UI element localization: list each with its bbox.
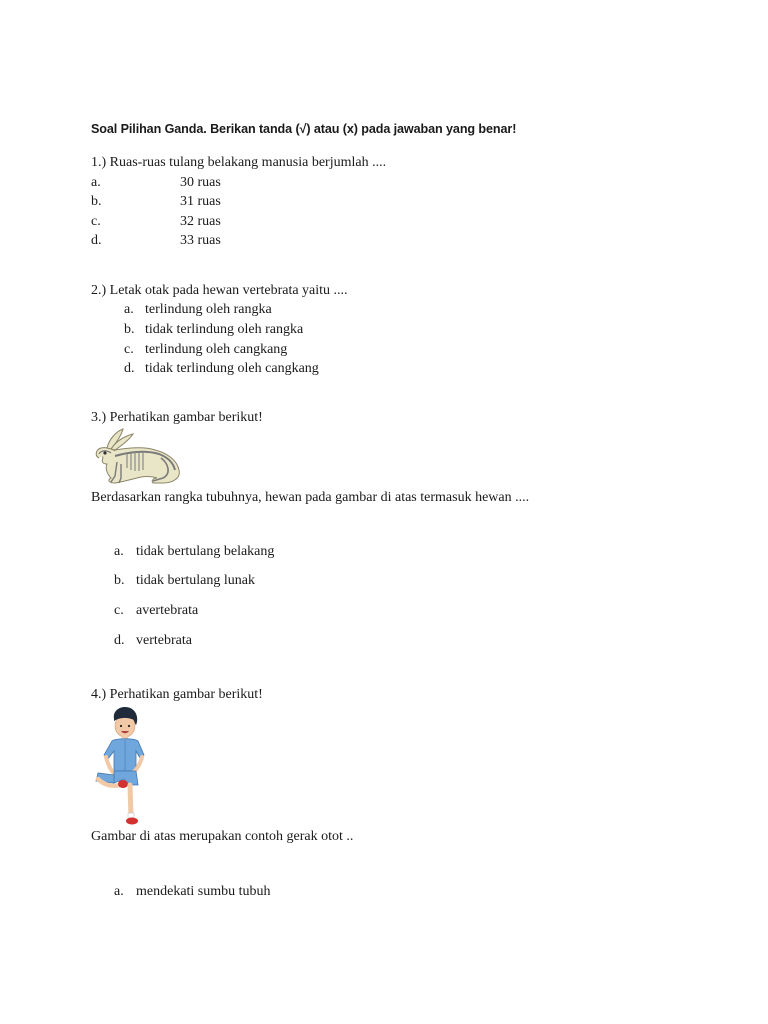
q2-option-c-text: terlindung oleh cangkang — [145, 342, 288, 357]
question-3-stem: Berdasarkan rangka tubuhnya, hewan pada gambar di atas termasuk hewan .... — [91, 490, 530, 505]
q3-option-a-letter: a. — [114, 544, 124, 559]
q2-option-b-text: tidak terlindung oleh rangka — [145, 322, 304, 337]
question-2-prompt: 2.) Letak otak pada hewan vertebrata yaitu .... — [91, 283, 348, 298]
q3-option-d-text: vertebrata — [136, 633, 192, 648]
q2-option-a-letter: a. — [124, 302, 134, 317]
q3-option-d-letter: d. — [114, 633, 125, 648]
q2-option-d-text: tidak terlindung oleh cangkang — [145, 361, 319, 376]
q3-option-b-letter: b. — [114, 573, 125, 588]
q1-option-b-text: 31 ruas — [180, 194, 221, 209]
q1-option-c-letter: c. — [91, 214, 101, 229]
question-3-prompt: 3.) Perhatikan gambar berikut! — [91, 410, 263, 425]
rabbit-skeleton-illustration — [93, 428, 185, 486]
question-4-stem: Gambar di atas merupakan contoh gerak otot .. — [91, 829, 354, 844]
q3-option-c-text: avertebrata — [136, 603, 199, 618]
q3-option-c-letter: c. — [114, 603, 124, 618]
q1-option-a-letter: a. — [91, 175, 101, 190]
q3-option-b-text: tidak bertulang lunak — [136, 573, 255, 588]
question-1-prompt: 1.) Ruas-ruas tulang belakang manusia berjumlah .... — [91, 155, 387, 170]
q3-option-a-text: tidak bertulang belakang — [136, 544, 275, 559]
q1-option-b-letter: b. — [91, 194, 102, 209]
q2-option-c-letter: c. — [124, 342, 134, 357]
q1-option-c-text: 32 ruas — [180, 214, 221, 229]
q1-option-d-letter: d. — [91, 233, 102, 248]
q4-option-a-text: mendekati sumbu tubuh — [136, 884, 271, 899]
page-heading: Soal Pilihan Ganda. Berikan tanda (√) atau (x) pada jawaban yang benar! — [91, 122, 517, 136]
q2-option-d-letter: d. — [124, 361, 135, 376]
question-4-prompt: 4.) Perhatikan gambar berikut! — [91, 687, 263, 702]
boy-raising-knee-illustration — [94, 705, 150, 827]
q4-option-a-letter: a. — [114, 884, 124, 899]
q1-option-a-text: 30 ruas — [180, 175, 221, 190]
q2-option-b-letter: b. — [124, 322, 135, 337]
q2-option-a-text: terlindung oleh rangka — [145, 302, 272, 317]
q1-option-d-text: 33 ruas — [180, 233, 221, 248]
